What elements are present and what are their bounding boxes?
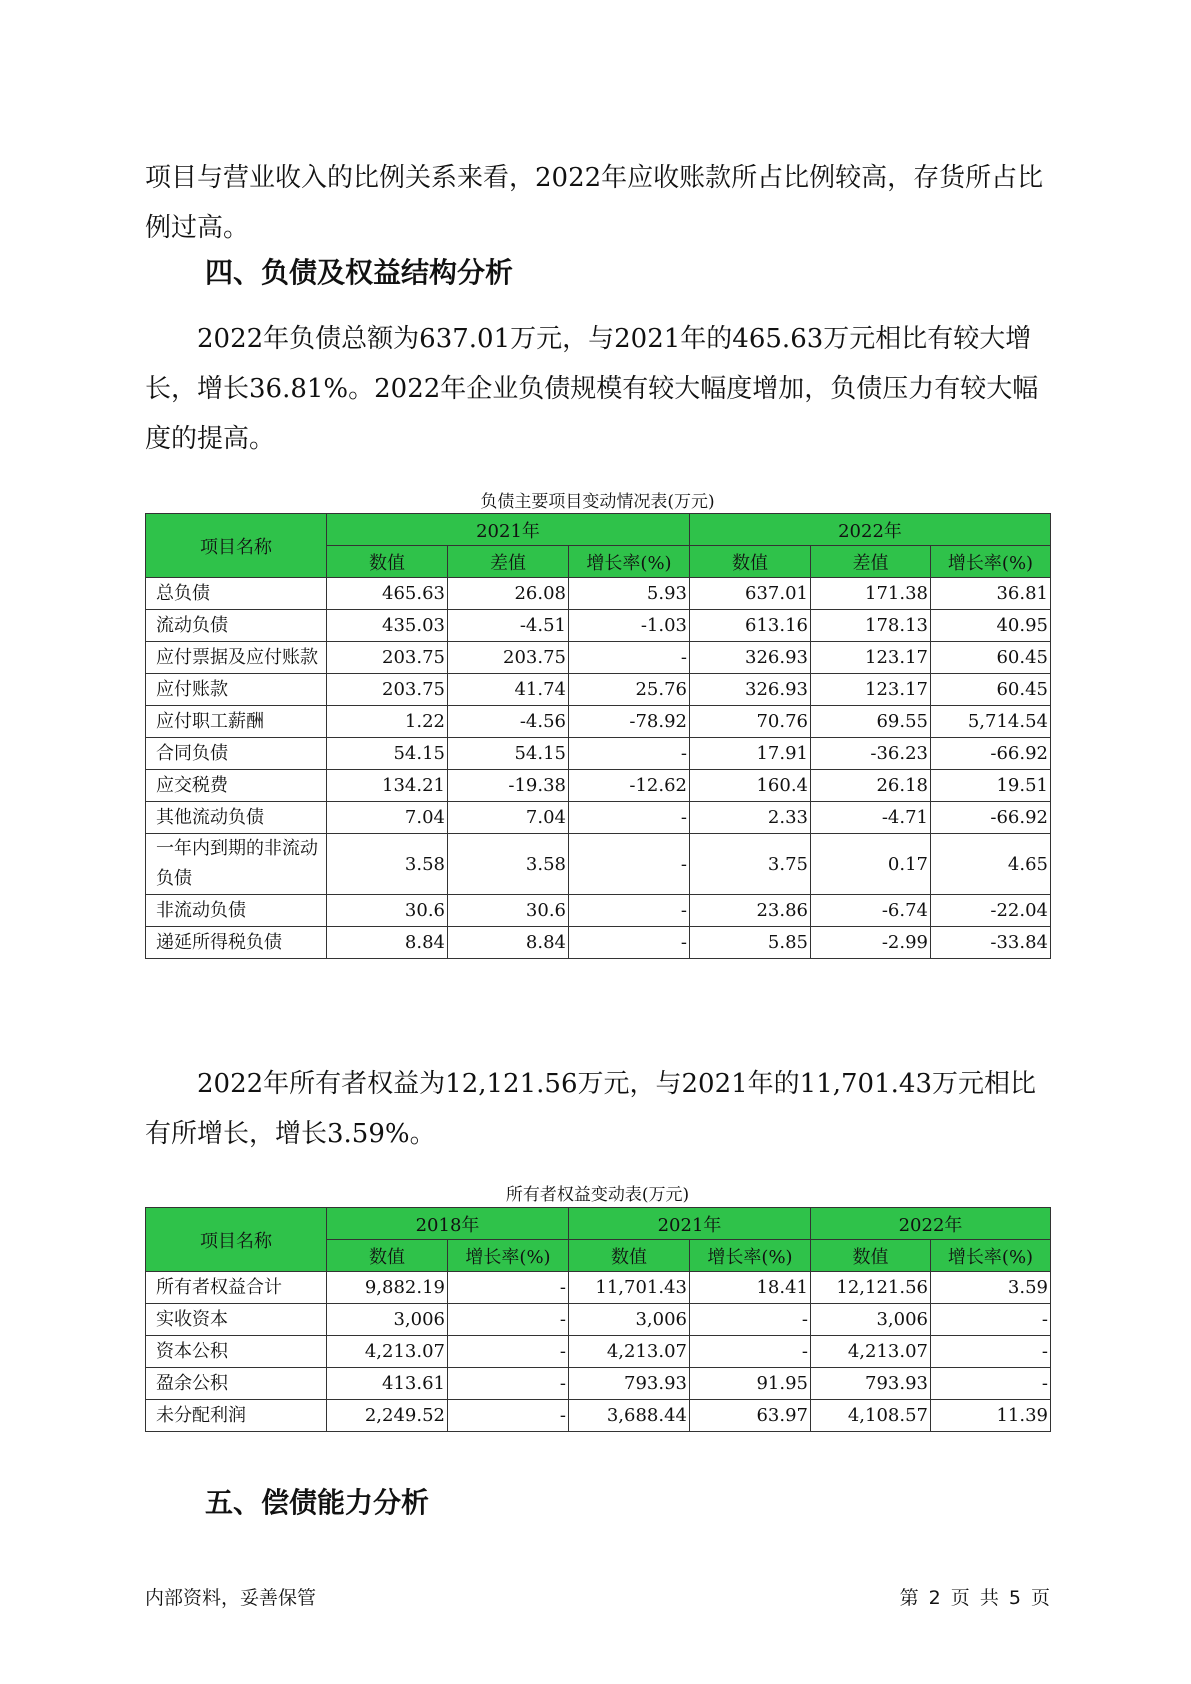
table-cell: 3,006 — [327, 1304, 448, 1336]
header-year: 2022年 — [811, 1208, 1051, 1240]
table-cell: 7.04 — [448, 802, 569, 834]
subheader: 增长率(%) — [448, 1240, 569, 1272]
table-cell: -6.74 — [811, 895, 931, 927]
table-cell: 63.97 — [690, 1400, 811, 1432]
row-label: 非流动负债 — [146, 895, 327, 927]
table-cell: 9,882.19 — [327, 1272, 448, 1304]
table-row — [146, 610, 1051, 642]
table-cell: 18.41 — [690, 1272, 811, 1304]
table-cell: 69.55 — [811, 706, 931, 738]
table-cell: 4,213.07 — [569, 1336, 690, 1368]
table-cell: - — [931, 1304, 1051, 1336]
header-item-name: 项目名称 — [146, 514, 327, 578]
subheader: 增长率(%) — [569, 546, 690, 578]
row-label: 一年内到期的非流动负债 — [146, 834, 327, 895]
table-row — [146, 1400, 1051, 1432]
intro-paragraph: 项目与营业收入的比例关系来看，2022年应收账款所占比例较高，存货所占比例过高。 — [145, 163, 1044, 243]
equity-table-caption: 所有者权益变动表(万元) — [505, 1185, 690, 1205]
table-cell: 203.75 — [327, 642, 448, 674]
row-label: 实收资本 — [146, 1304, 327, 1336]
table-cell: 134.21 — [327, 770, 448, 802]
row-label: 应付账款 — [146, 674, 327, 706]
table-cell: - — [448, 1400, 569, 1432]
row-label: 应付职工薪酬 — [146, 706, 327, 738]
footer-note: 内部资料，妥善保管 — [145, 1587, 317, 1609]
table-row — [146, 738, 1051, 770]
table-cell: 30.6 — [448, 895, 569, 927]
table-cell: 171.38 — [811, 578, 931, 610]
table-cell: 2.33 — [690, 802, 811, 834]
table-row — [146, 927, 1051, 959]
table-row — [146, 1272, 1051, 1304]
row-label: 盈余公积 — [146, 1368, 327, 1400]
table-cell: 11,701.43 — [569, 1272, 690, 1304]
table-cell: - — [569, 642, 690, 674]
table-cell: 41.74 — [448, 674, 569, 706]
table-cell: - — [569, 738, 690, 770]
table-cell: 70.76 — [690, 706, 811, 738]
table-cell: 3.58 — [448, 834, 569, 895]
table-cell: 637.01 — [690, 578, 811, 610]
table-cell: -4.51 — [448, 610, 569, 642]
table-cell: -66.92 — [931, 802, 1051, 834]
table-cell: 1.22 — [327, 706, 448, 738]
table-row — [146, 578, 1051, 610]
table-cell: -2.99 — [811, 927, 931, 959]
table-cell: 2,249.52 — [327, 1400, 448, 1432]
table-cell: 4,108.57 — [811, 1400, 931, 1432]
table-cell: 30.6 — [327, 895, 448, 927]
table-cell: 60.45 — [931, 642, 1051, 674]
table-cell: - — [690, 1336, 811, 1368]
liability-table-caption: 负债主要项目变动情况表(万元) — [480, 492, 715, 512]
table-row — [146, 834, 1051, 895]
liability-paragraph: 2022年负债总额为637.01万元，与2021年的465.63万元相比有较大增长，增长36.81%。2022年企业负债规模有较大幅度增加，负债压力有较大幅度的提高。 — [145, 324, 1039, 454]
table-cell: 0.17 — [811, 834, 931, 895]
table-row — [146, 1304, 1051, 1336]
table-cell: 326.93 — [690, 642, 811, 674]
table-cell: - — [448, 1304, 569, 1336]
row-label: 应付票据及应付账款 — [146, 642, 327, 674]
header-year: 2022年 — [690, 514, 1051, 546]
table-cell: 26.18 — [811, 770, 931, 802]
table-cell: -66.92 — [931, 738, 1051, 770]
subheader: 增长率(%) — [690, 1240, 811, 1272]
table-cell: 36.81 — [931, 578, 1051, 610]
subheader: 数值 — [327, 1240, 448, 1272]
table-cell: 203.75 — [327, 674, 448, 706]
table-cell: 793.93 — [811, 1368, 931, 1400]
table-cell: 7.04 — [327, 802, 448, 834]
table-cell: - — [569, 895, 690, 927]
section-heading-4: 四、负债及权益结构分析 — [205, 256, 514, 289]
row-label: 其他流动负债 — [146, 802, 327, 834]
subheader: 数值 — [811, 1240, 931, 1272]
row-label: 递延所得税负债 — [146, 927, 327, 959]
table-cell: 4.65 — [931, 834, 1051, 895]
table-cell: 4,213.07 — [811, 1336, 931, 1368]
page-number: 第 2 页 共 5 页 — [899, 1587, 1050, 1609]
table-cell: 3,006 — [569, 1304, 690, 1336]
table-cell: - — [569, 927, 690, 959]
table-cell: 326.93 — [690, 674, 811, 706]
table-cell: 160.4 — [690, 770, 811, 802]
table-cell: 5.93 — [569, 578, 690, 610]
table-cell: - — [569, 802, 690, 834]
section-heading-5: 五、偿债能力分析 — [205, 1486, 430, 1519]
table-cell: -12.62 — [569, 770, 690, 802]
table-cell: 5,714.54 — [931, 706, 1051, 738]
table-cell: 54.15 — [448, 738, 569, 770]
table-cell: - — [448, 1336, 569, 1368]
subheader: 差值 — [448, 546, 569, 578]
table-cell: 123.17 — [811, 674, 931, 706]
table-cell: 26.08 — [448, 578, 569, 610]
table-cell: 3,688.44 — [569, 1400, 690, 1432]
table-cell: 17.91 — [690, 738, 811, 770]
table-cell: 178.13 — [811, 610, 931, 642]
table-cell: 793.93 — [569, 1368, 690, 1400]
table-cell: 8.84 — [327, 927, 448, 959]
table-cell: -33.84 — [931, 927, 1051, 959]
subheader: 数值 — [569, 1240, 690, 1272]
table-cell: - — [931, 1336, 1051, 1368]
table-cell: -4.56 — [448, 706, 569, 738]
table-cell: -22.04 — [931, 895, 1051, 927]
row-label: 流动负债 — [146, 610, 327, 642]
table-row — [146, 802, 1051, 834]
table-cell: 413.61 — [327, 1368, 448, 1400]
table-cell: 40.95 — [931, 610, 1051, 642]
table-cell: 4,213.07 — [327, 1336, 448, 1368]
table-cell: 123.17 — [811, 642, 931, 674]
table-cell: - — [690, 1304, 811, 1336]
liability-table — [145, 513, 1051, 959]
table-row — [146, 1336, 1051, 1368]
table-cell: 60.45 — [931, 674, 1051, 706]
subheader: 数值 — [327, 546, 448, 578]
equity-table — [145, 1207, 1051, 1432]
table-cell: 12,121.56 — [811, 1272, 931, 1304]
table-cell: 5.85 — [690, 927, 811, 959]
header-year: 2021年 — [569, 1208, 811, 1240]
table-cell: 54.15 — [327, 738, 448, 770]
table-cell: - — [931, 1368, 1051, 1400]
table-cell: 91.95 — [690, 1368, 811, 1400]
table-cell: 11.39 — [931, 1400, 1051, 1432]
table-row — [146, 674, 1051, 706]
table-cell: 25.76 — [569, 674, 690, 706]
header-year: 2021年 — [327, 514, 690, 546]
table-cell: 613.16 — [690, 610, 811, 642]
table-row — [146, 706, 1051, 738]
table-row — [146, 642, 1051, 674]
subheader: 增长率(%) — [931, 1240, 1051, 1272]
row-label: 资本公积 — [146, 1336, 327, 1368]
table-cell: 3.59 — [931, 1272, 1051, 1304]
table-cell: 3.75 — [690, 834, 811, 895]
table-cell: -36.23 — [811, 738, 931, 770]
table-cell: 3,006 — [811, 1304, 931, 1336]
table-cell: 19.51 — [931, 770, 1051, 802]
table-cell: - — [569, 834, 690, 895]
row-label: 应交税费 — [146, 770, 327, 802]
row-label: 合同负债 — [146, 738, 327, 770]
row-label: 总负债 — [146, 578, 327, 610]
row-label: 未分配利润 — [146, 1400, 327, 1432]
row-label: 所有者权益合计 — [146, 1272, 327, 1304]
subheader: 数值 — [690, 546, 811, 578]
table-cell: 203.75 — [448, 642, 569, 674]
table-row — [146, 1368, 1051, 1400]
table-row — [146, 895, 1051, 927]
table-cell: -19.38 — [448, 770, 569, 802]
subheader: 增长率(%) — [931, 546, 1051, 578]
table-cell: -78.92 — [569, 706, 690, 738]
header-year: 2018年 — [327, 1208, 569, 1240]
table-cell: 23.86 — [690, 895, 811, 927]
table-cell: - — [448, 1272, 569, 1304]
table-cell: 435.03 — [327, 610, 448, 642]
table-row — [146, 770, 1051, 802]
table-cell: - — [448, 1368, 569, 1400]
table-cell: 3.58 — [327, 834, 448, 895]
header-item-name: 项目名称 — [146, 1208, 327, 1272]
table-cell: -1.03 — [569, 610, 690, 642]
equity-paragraph: 2022年所有者权益为12,121.56万元，与2021年的11,701.43万元相比有所增长，增长3.59%。 — [145, 1069, 1036, 1149]
table-cell: 8.84 — [448, 927, 569, 959]
table-cell: 465.63 — [327, 578, 448, 610]
subheader: 差值 — [811, 546, 931, 578]
table-cell: -4.71 — [811, 802, 931, 834]
